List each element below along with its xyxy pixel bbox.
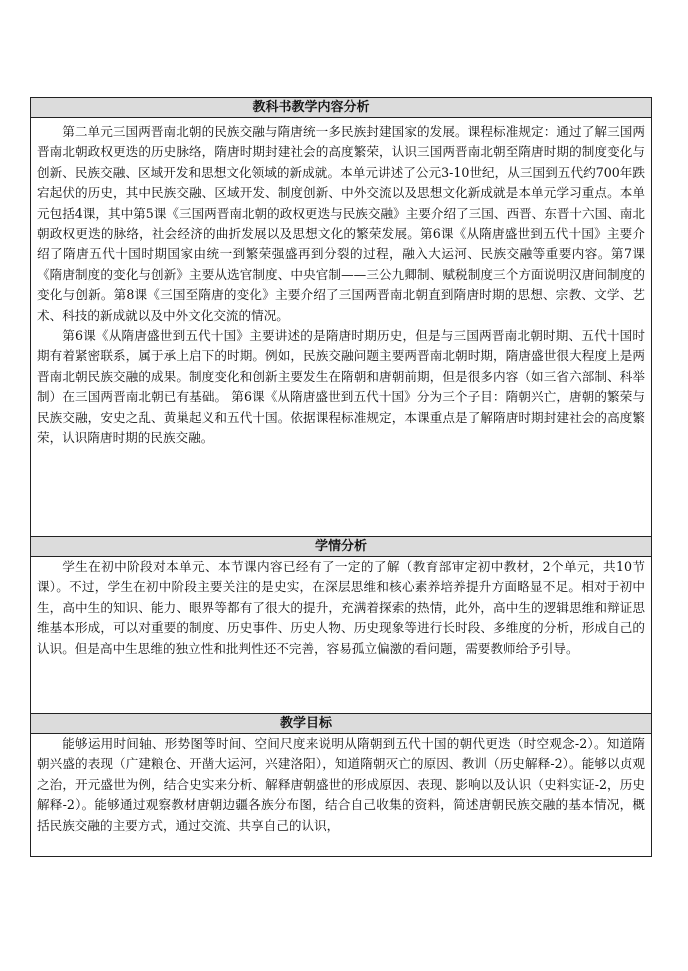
paragraph: 第二单元三国两晋南北朝的民族交融与隋唐统一多民族封建国家的发展。课程标准规定：通过了解三国两晋南北朝政权更迭的历史脉络，隋唐时期封建社会的高度繁荣，认识三国两晋南北朝至隋唐时期的制度变化与创新、民族交融、区域开发和思想文化领域的新成就。本单元讲述了公元3-10世纪，从三国到五代约700年跌宕起伏的历史，其中民族交融、区域开发、制度创新、中外交流以及思想文化新成就是本单元学习重点。本单元包括4课，其中第5课《三国两晋南北朝的政权更迭与民族交融》主要介绍了三国、西晋、东晋十六国、南北朝政权更迭的脉络，社会经济的曲折发展以及思想文化的繁荣发展。第6课《从隋唐盛世到五代十国》主要介绍了隋唐五代十国时期国家由统一到繁荣强盛再到分裂的过程，融入大运河、民族交融等重要内容。第7课《隋唐制度的变化与创新》主要从选官制度、中央官制——三公九卿制、赋税制度三个方面说明汉唐间制度的变化与创新。第8课《三国至隋唐的变化》主要介绍了三国两晋南北朝直到隋唐时期的思想、宗教、文学、艺术、科技的新成就以及中外文化交流的情况。	[37, 124, 645, 323]
section-body	[31, 118, 651, 449]
section-heading: 教学目标	[31, 714, 651, 734]
section-textbook-analysis	[30, 97, 652, 537]
paragraph: 学生在初中阶段对本单元、本节课内容已经有了一定的了解（教育部审定初中教材，2个单元，共10节课）。不过，学生在初中阶段主要关注的是史实，在深层思维和核心素养培养提升方面略显不足。相对于初中生，高中生的知识、能力、眼界等都有了很大的提升，充满着探索的热情，此外，高中生的逻辑思维和辩证思维基本形成，可以对重要的制度、历史事件、历史人物、历史现象等进行长时段、多维度的分析，形成自己的认识。但是高中生思维的独立性和批判性还不完善，容易孤立偏激的看问题，需要教师给予引导。	[37, 559, 645, 656]
section-teaching-goals	[30, 714, 652, 857]
section-body	[31, 734, 651, 836]
paragraph: 第6课《从隋唐盛世到五代十国》主要讲述的是隋唐时期历史，但是与三国两晋南北朝时期、五代十国时期有着紧密联系，属于承上启下的时期。例如，民族交融问题主要两晋南北朝时期，隋唐盛世很大程度上是两晋南北朝民族交融的成果。制度变化和创新主要发生在隋朝和唐朝前期，但是很多内容（如三省六部制、科举制）在三国两晋南北朝已有基础。 第6课《从隋唐盛世到五代十国》分为三个子目：隋朝兴亡，唐朝的繁荣与民族交融，安史之乱、黄巢起义和五代十国。依据课程标准规定，本课重点是了解隋唐时期封建社会的高度繁荣，认识隋唐时期的民族交融。	[37, 328, 645, 446]
section-heading: 教科书教学内容分析	[31, 98, 651, 118]
paragraph: 能够运用时间轴、形势图等时间、空间尺度来说明从隋朝到五代十国的朝代更迭（时空观念-2）。知道隋朝兴盛的表现（广建粮仓、开凿大运河，兴建洛阳），知道隋朝灭亡的原因、教训（历史解释-2）。能够以贞观之治，开元盛世为例，结合史实来分析、解释唐朝盛世的形成原因、表现、影响以及认识（史料实证-2，历史解释-2）。能够通过观察教材唐朝边疆各族分布图，结合自己收集的资料，简述唐朝民族交融的基本情况，概括民族交融的主要方式，通过交流、共享自己的认识，	[37, 736, 645, 833]
lesson-plan-table	[30, 97, 652, 857]
section-learner-analysis	[30, 537, 652, 714]
section-heading: 学情分析	[31, 537, 651, 557]
section-body	[31, 557, 651, 659]
